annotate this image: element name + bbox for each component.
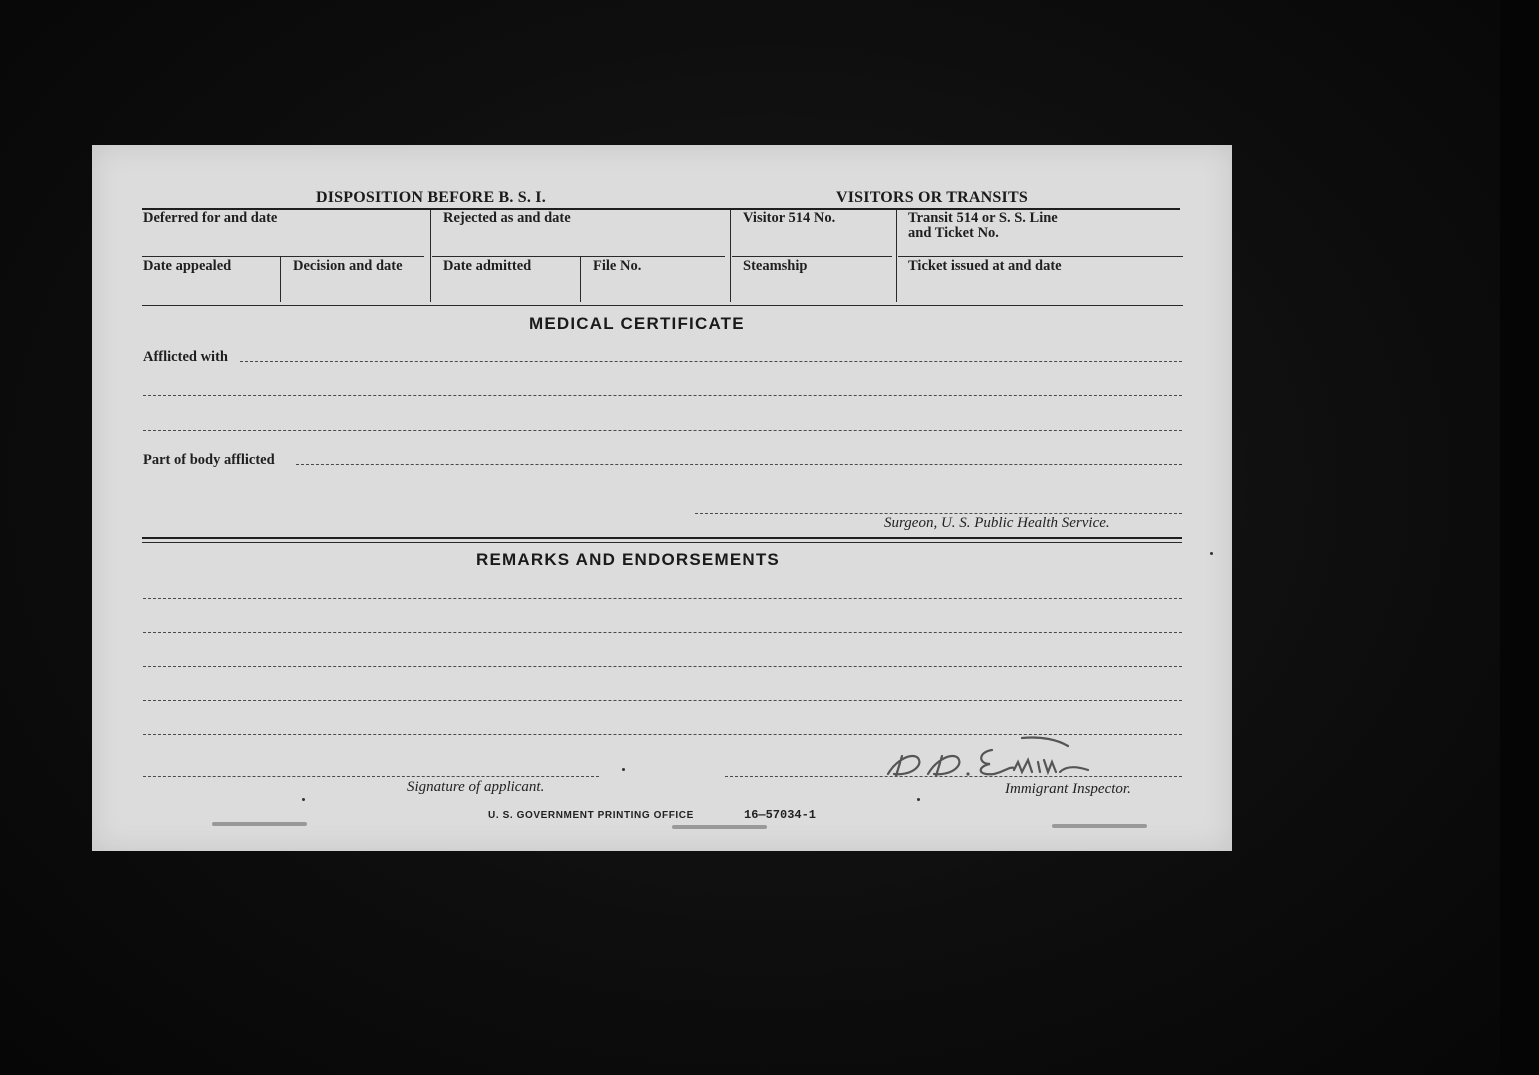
remarks-line-1: [143, 598, 1182, 599]
row-rule-1d: [898, 256, 1183, 257]
table-bottom-rule: [142, 305, 1183, 306]
visitor-label: Visitor 514 No.: [743, 210, 836, 226]
row-rule-1c: [732, 256, 892, 257]
inspector-signature: [882, 730, 1122, 782]
disposition-title: DISPOSITION BEFORE B. S. I.: [316, 189, 546, 206]
scan-edge: [1500, 0, 1539, 1075]
remarks-line-2: [143, 632, 1182, 633]
vdivider-1: [430, 210, 431, 302]
form-number: 16—57034-1: [744, 808, 817, 822]
part-of-body-label: Part of body afflicted: [143, 452, 275, 468]
speck: [1210, 552, 1213, 555]
applicant-caption: Signature of applicant.: [407, 779, 545, 795]
medical-certificate-title: MEDICAL CERTIFICATE: [529, 314, 745, 333]
afflicted-line-1: [240, 361, 1182, 362]
staple-mark-center: [672, 825, 767, 829]
date-appealed-label: Date appealed: [143, 258, 232, 274]
rejected-label: Rejected as and date: [443, 210, 571, 226]
surgeon-caption: Surgeon, U. S. Public Health Service.: [884, 515, 1110, 531]
immigration-form-card: [92, 145, 1232, 851]
file-no-label: File No.: [593, 258, 642, 274]
afflicted-label: Afflicted with: [143, 349, 228, 365]
staple-mark-right: [1052, 824, 1147, 828]
speck: [622, 768, 625, 771]
ticket-issued-label: Ticket issued at and date: [908, 258, 1062, 274]
double-rule-bottom: [142, 542, 1182, 543]
steamship-label: Steamship: [743, 258, 808, 274]
applicant-signature-line: [143, 776, 599, 777]
printer-imprint: U. S. GOVERNMENT PRINTING OFFICE: [488, 810, 694, 821]
visitors-title: VISITORS OR TRANSITS: [836, 189, 1028, 206]
surgeon-signature-line: [695, 513, 1182, 514]
row-rule-1b: [432, 256, 725, 257]
remarks-title: REMARKS AND ENDORSEMENTS: [476, 550, 780, 569]
transit-label-2: and Ticket No.: [908, 225, 999, 241]
vdivider-2: [730, 210, 731, 302]
afflicted-line-2: [143, 395, 1182, 396]
remarks-line-3: [143, 666, 1182, 667]
speck: [917, 798, 920, 801]
vdivider-3: [896, 210, 897, 302]
vdivider-5: [580, 257, 581, 302]
transit-label-1: Transit 514 or S. S. Line: [908, 210, 1058, 226]
remarks-line-4: [143, 700, 1182, 701]
inspector-caption: Immigrant Inspector.: [1005, 781, 1131, 797]
afflicted-line-3: [143, 430, 1182, 431]
staple-mark-left: [212, 822, 307, 826]
double-rule-top: [142, 537, 1182, 539]
date-admitted-label: Date admitted: [443, 258, 532, 274]
speck: [302, 798, 305, 801]
decision-label: Decision and date: [293, 258, 403, 274]
vdivider-4: [280, 257, 281, 302]
deferred-label: Deferred for and date: [143, 210, 278, 226]
part-of-body-line: [296, 464, 1182, 465]
row-rule-1a: [142, 256, 424, 257]
